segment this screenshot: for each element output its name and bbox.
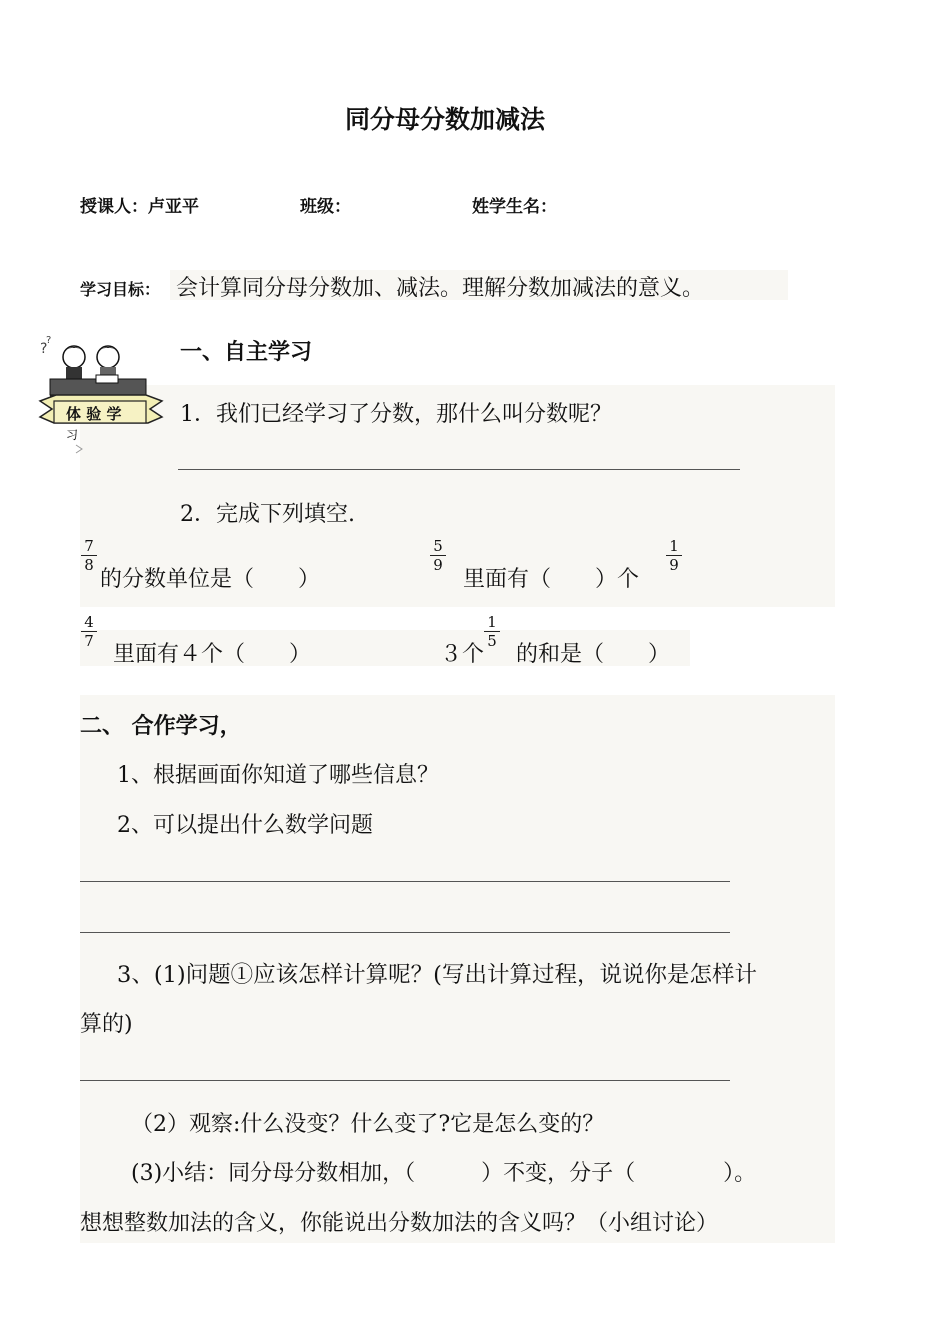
s2-question-3-line2: 算的) (80, 1012, 133, 1037)
children-reading-icon (36, 335, 168, 460)
numerator: 7 (84, 537, 94, 555)
denominator: 8 (84, 556, 94, 574)
page-title: 同分母分数加减法 (345, 105, 546, 134)
fraction-1-9 (666, 538, 682, 573)
fill-blank-3: 里面有４个（ ） (113, 642, 312, 667)
denominator: 9 (433, 556, 443, 574)
s2-question-2: 2、可以提出什么数学问题 (117, 813, 373, 838)
teacher-label: 授课人：卢亚平 (80, 197, 199, 217)
numerator: 4 (84, 613, 94, 631)
fraction-5-9 (430, 538, 446, 573)
svg-text:?: ? (40, 341, 48, 357)
fill-blank-1: 的分数单位是（ ） (100, 567, 321, 592)
question-1: 1．我们已经学习了分数，那什么叫分数呢？ (180, 402, 612, 427)
svg-text:体 验 学: 体 验 学 (66, 405, 122, 423)
s2-question-3-line1: 3、(1)问题①应该怎样计算呢？(写出计算过程，说说你是怎样计 (117, 962, 757, 988)
svg-text:?: ? (46, 335, 52, 346)
fraction-4-7 (81, 614, 97, 649)
fraction-7-8 (81, 538, 97, 573)
svg-text:习: 习 (66, 428, 79, 442)
class-label: 班级： (300, 197, 351, 217)
answer-line-3 (80, 932, 730, 933)
fill-blank-4: 的和是（ ） (516, 642, 671, 667)
s2-question-1: 1、根据画面你知道了哪些信息？ (117, 763, 439, 788)
numerator: 1 (669, 537, 679, 555)
question-2: 2．完成下列填空. (180, 502, 355, 527)
study-clipart (36, 335, 168, 460)
s2-question-3-2: （2）观察:什么没变？什么变了?它是怎么变的？ (131, 1112, 605, 1137)
objective-label: 学习目标： (80, 280, 161, 299)
answer-line-2 (80, 881, 730, 882)
denominator: 9 (669, 556, 679, 574)
section2-heading: 二、 合作学习， (80, 714, 242, 739)
fraction-1-5 (484, 614, 500, 649)
section1-heading: 一、自主学习 (180, 340, 313, 365)
objective-text: 会计算同分母分数加、减法。理解分数加减法的意义。 (176, 276, 705, 301)
s2-question-3-3-line1: (3)小结：同分母分数相加，（ ）不变，分子（ ）。 (131, 1161, 757, 1186)
student-name-label: 姓学生名： (472, 197, 557, 217)
fill-blank-4-prefix: ３个 (440, 642, 485, 667)
fill-blank-2: 里面有（ ）个 (463, 567, 640, 592)
denominator: 5 (487, 632, 497, 650)
denominator: 7 (84, 632, 94, 650)
s2-question-3-3-line2: 想想整数加法的含义，你能说出分数加法的含义吗？（小组讨论） (80, 1211, 719, 1236)
answer-line-1 (178, 469, 740, 470)
numerator: 1 (487, 613, 497, 631)
numerator: 5 (433, 537, 443, 555)
answer-line-4 (80, 1080, 730, 1081)
